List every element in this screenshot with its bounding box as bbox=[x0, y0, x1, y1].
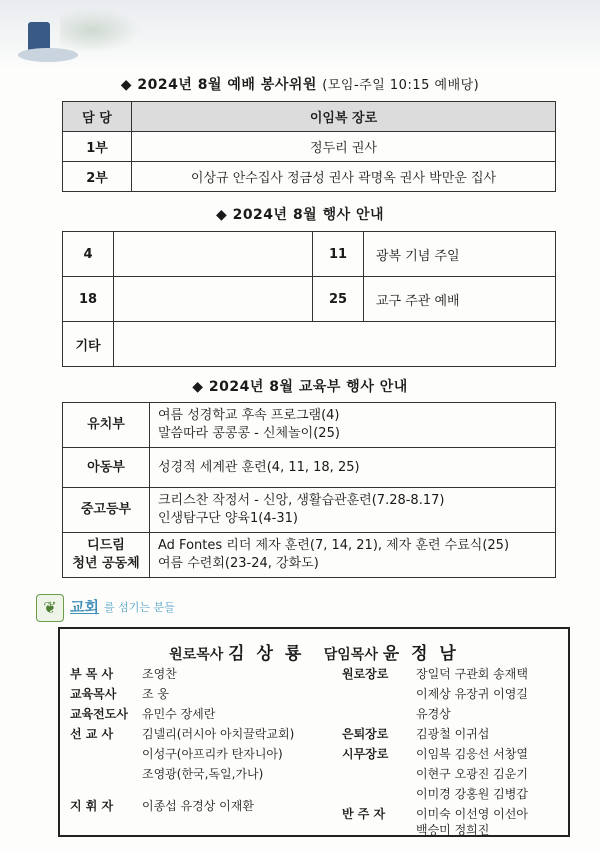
etc-label: 기타 bbox=[63, 322, 114, 367]
staff-names: 이현구 오광진 김운기 bbox=[416, 767, 528, 781]
event-line: Ad Fontes 리더 제자 훈련(7, 14, 21), 제자 훈련 수료식(25) bbox=[158, 538, 510, 553]
date-cell: 25 bbox=[313, 277, 364, 322]
bowl-decoration bbox=[18, 48, 78, 62]
table-row bbox=[63, 162, 556, 192]
table-row bbox=[63, 322, 556, 367]
staff-names: 유경상 bbox=[416, 707, 451, 721]
dept-label-line: 디드림 bbox=[87, 538, 125, 553]
date-cell: 11 bbox=[313, 232, 364, 277]
staff-role: 반 주 자 bbox=[342, 807, 386, 821]
section1-title-text: ◆ 2024년 8월 예배 봉사위원 bbox=[120, 77, 317, 93]
staff-names: 김넬리(러시아 아치끌락교회) bbox=[142, 727, 295, 741]
table-row bbox=[63, 232, 556, 277]
staff-row bbox=[342, 745, 528, 762]
table-row bbox=[63, 403, 556, 448]
worship-volunteers-table bbox=[62, 101, 556, 192]
header-decoration bbox=[0, 0, 600, 70]
staff-row bbox=[70, 797, 254, 814]
staff-names: 조영광(한국,독일,가나) bbox=[142, 767, 264, 781]
section3-title: ◆ 2024년 8월 교육부 행사 안내 bbox=[192, 379, 408, 395]
people-head-word: 교회 bbox=[70, 598, 99, 616]
staff-row bbox=[342, 705, 451, 722]
staff-row bbox=[70, 725, 294, 742]
event-line: 크리스찬 작정서 - 신앙, 생활습관훈련(7.28-8.17) bbox=[158, 493, 445, 508]
staff-row bbox=[342, 821, 489, 838]
emeritus-pastor-name: 김 상 룡 bbox=[228, 644, 305, 664]
row-value: 정두리 권사 bbox=[132, 132, 556, 162]
section1-note: (모임-주일 10:15 예배당) bbox=[322, 78, 480, 93]
staff-row bbox=[342, 785, 528, 802]
staff-names: 이미경 강홍원 김병갑 bbox=[416, 787, 528, 801]
staff-row bbox=[342, 685, 528, 702]
row-value: 이상규 안수집사 정금성 권사 곽명옥 권사 박만운 집사 bbox=[132, 162, 556, 192]
date-cell: 4 bbox=[63, 232, 114, 277]
staff-names: 이임복 김응선 서창열 bbox=[416, 747, 528, 761]
staff-role: 원로장로 bbox=[342, 667, 389, 681]
event-line: 성경적 세계관 훈련(4, 11, 18, 25) bbox=[158, 459, 360, 475]
event-line: 여름 성경학교 후속 프로그램(4) bbox=[158, 408, 340, 423]
staff-names: 김광철 이귀섭 bbox=[416, 727, 490, 741]
staff-row bbox=[70, 765, 263, 782]
event-line: 여름 수련회(23-24, 강화도) bbox=[158, 556, 319, 571]
event-cell: 교구 주관 예배 bbox=[364, 277, 556, 322]
staff-names: 조영찬 bbox=[142, 667, 177, 681]
staff-names: 유민수 장세란 bbox=[142, 707, 216, 721]
senior-pastors bbox=[60, 639, 568, 664]
staff-row bbox=[70, 685, 169, 702]
staff-role: 시무장로 bbox=[342, 747, 389, 761]
staff-names: 이제상 유장귀 이영길 bbox=[416, 687, 528, 701]
table-row bbox=[63, 448, 556, 488]
staff-names: 이성구(아프리카 탄자니아) bbox=[142, 747, 283, 761]
dept-label: 중고등부 bbox=[63, 488, 150, 533]
leaf-decoration bbox=[60, 8, 140, 53]
staff-names: 이미숙 이선영 이선아 bbox=[416, 807, 528, 821]
senior-pastor-name: 윤 정 남 bbox=[382, 644, 459, 664]
event-line: 말씀따라 콩콩콩 - 신체놀이(25) bbox=[158, 426, 340, 441]
row-label: 1부 bbox=[63, 132, 132, 162]
header-value: 이임복 장로 bbox=[132, 102, 556, 132]
staff-names: 조 웅 bbox=[142, 687, 169, 701]
section2-title: ◆ 2024년 8월 행사 안내 bbox=[215, 207, 385, 223]
event-cell bbox=[114, 277, 313, 322]
dept-events bbox=[150, 488, 556, 533]
people-head-rest: 를 섬기는 분들 bbox=[104, 601, 175, 614]
etc-value bbox=[114, 322, 556, 367]
staff-row bbox=[70, 745, 283, 762]
staff-row bbox=[342, 725, 489, 742]
staff-names: 이종섭 유경상 이재환 bbox=[142, 799, 254, 813]
table-row bbox=[63, 102, 556, 132]
staff-role: 선 교 사 bbox=[70, 727, 114, 741]
leaf-icon: ❦ bbox=[36, 594, 64, 622]
church-staff-box bbox=[58, 627, 570, 837]
event-cell bbox=[114, 232, 313, 277]
event-cell: 광복 기념 주일 bbox=[364, 232, 556, 277]
education-events-table bbox=[62, 402, 556, 578]
staff-row bbox=[70, 705, 215, 722]
dept-events bbox=[150, 448, 556, 488]
staff-names: 장일덕 구관회 송재택 bbox=[416, 667, 528, 681]
staff-row bbox=[342, 765, 528, 782]
table-row bbox=[63, 488, 556, 533]
dept-label: 유치부 bbox=[63, 403, 150, 448]
table-row bbox=[63, 277, 556, 322]
dept-label: 아동부 bbox=[63, 448, 150, 488]
section1-title bbox=[0, 74, 600, 94]
staff-names: 백승미 정희진 bbox=[416, 823, 490, 837]
staff-row bbox=[70, 665, 177, 682]
event-line: 인생탐구단 양육1(4-31) bbox=[158, 511, 298, 526]
dept-label-line: 청년 공동체 bbox=[72, 556, 140, 571]
staff-row bbox=[342, 665, 528, 682]
table-row bbox=[63, 533, 556, 578]
emeritus-pastor-role: 원로목사 bbox=[169, 647, 224, 663]
header-label: 담 당 bbox=[63, 102, 132, 132]
dept-events bbox=[150, 533, 556, 578]
staff-role: 지 휘 자 bbox=[70, 799, 114, 813]
senior-pastor-role: 담임목사 bbox=[323, 647, 378, 663]
table-row bbox=[63, 132, 556, 162]
dept-label bbox=[63, 533, 150, 578]
staff-role: 교육전도사 bbox=[70, 707, 128, 721]
row-label: 2부 bbox=[63, 162, 132, 192]
staff-role: 부 목 사 bbox=[70, 667, 114, 681]
staff-role: 은퇴장로 bbox=[342, 727, 389, 741]
date-cell: 18 bbox=[63, 277, 114, 322]
events-table bbox=[62, 231, 556, 367]
dept-events bbox=[150, 403, 556, 448]
staff-row bbox=[342, 805, 528, 822]
staff-role: 교육목사 bbox=[70, 687, 117, 701]
